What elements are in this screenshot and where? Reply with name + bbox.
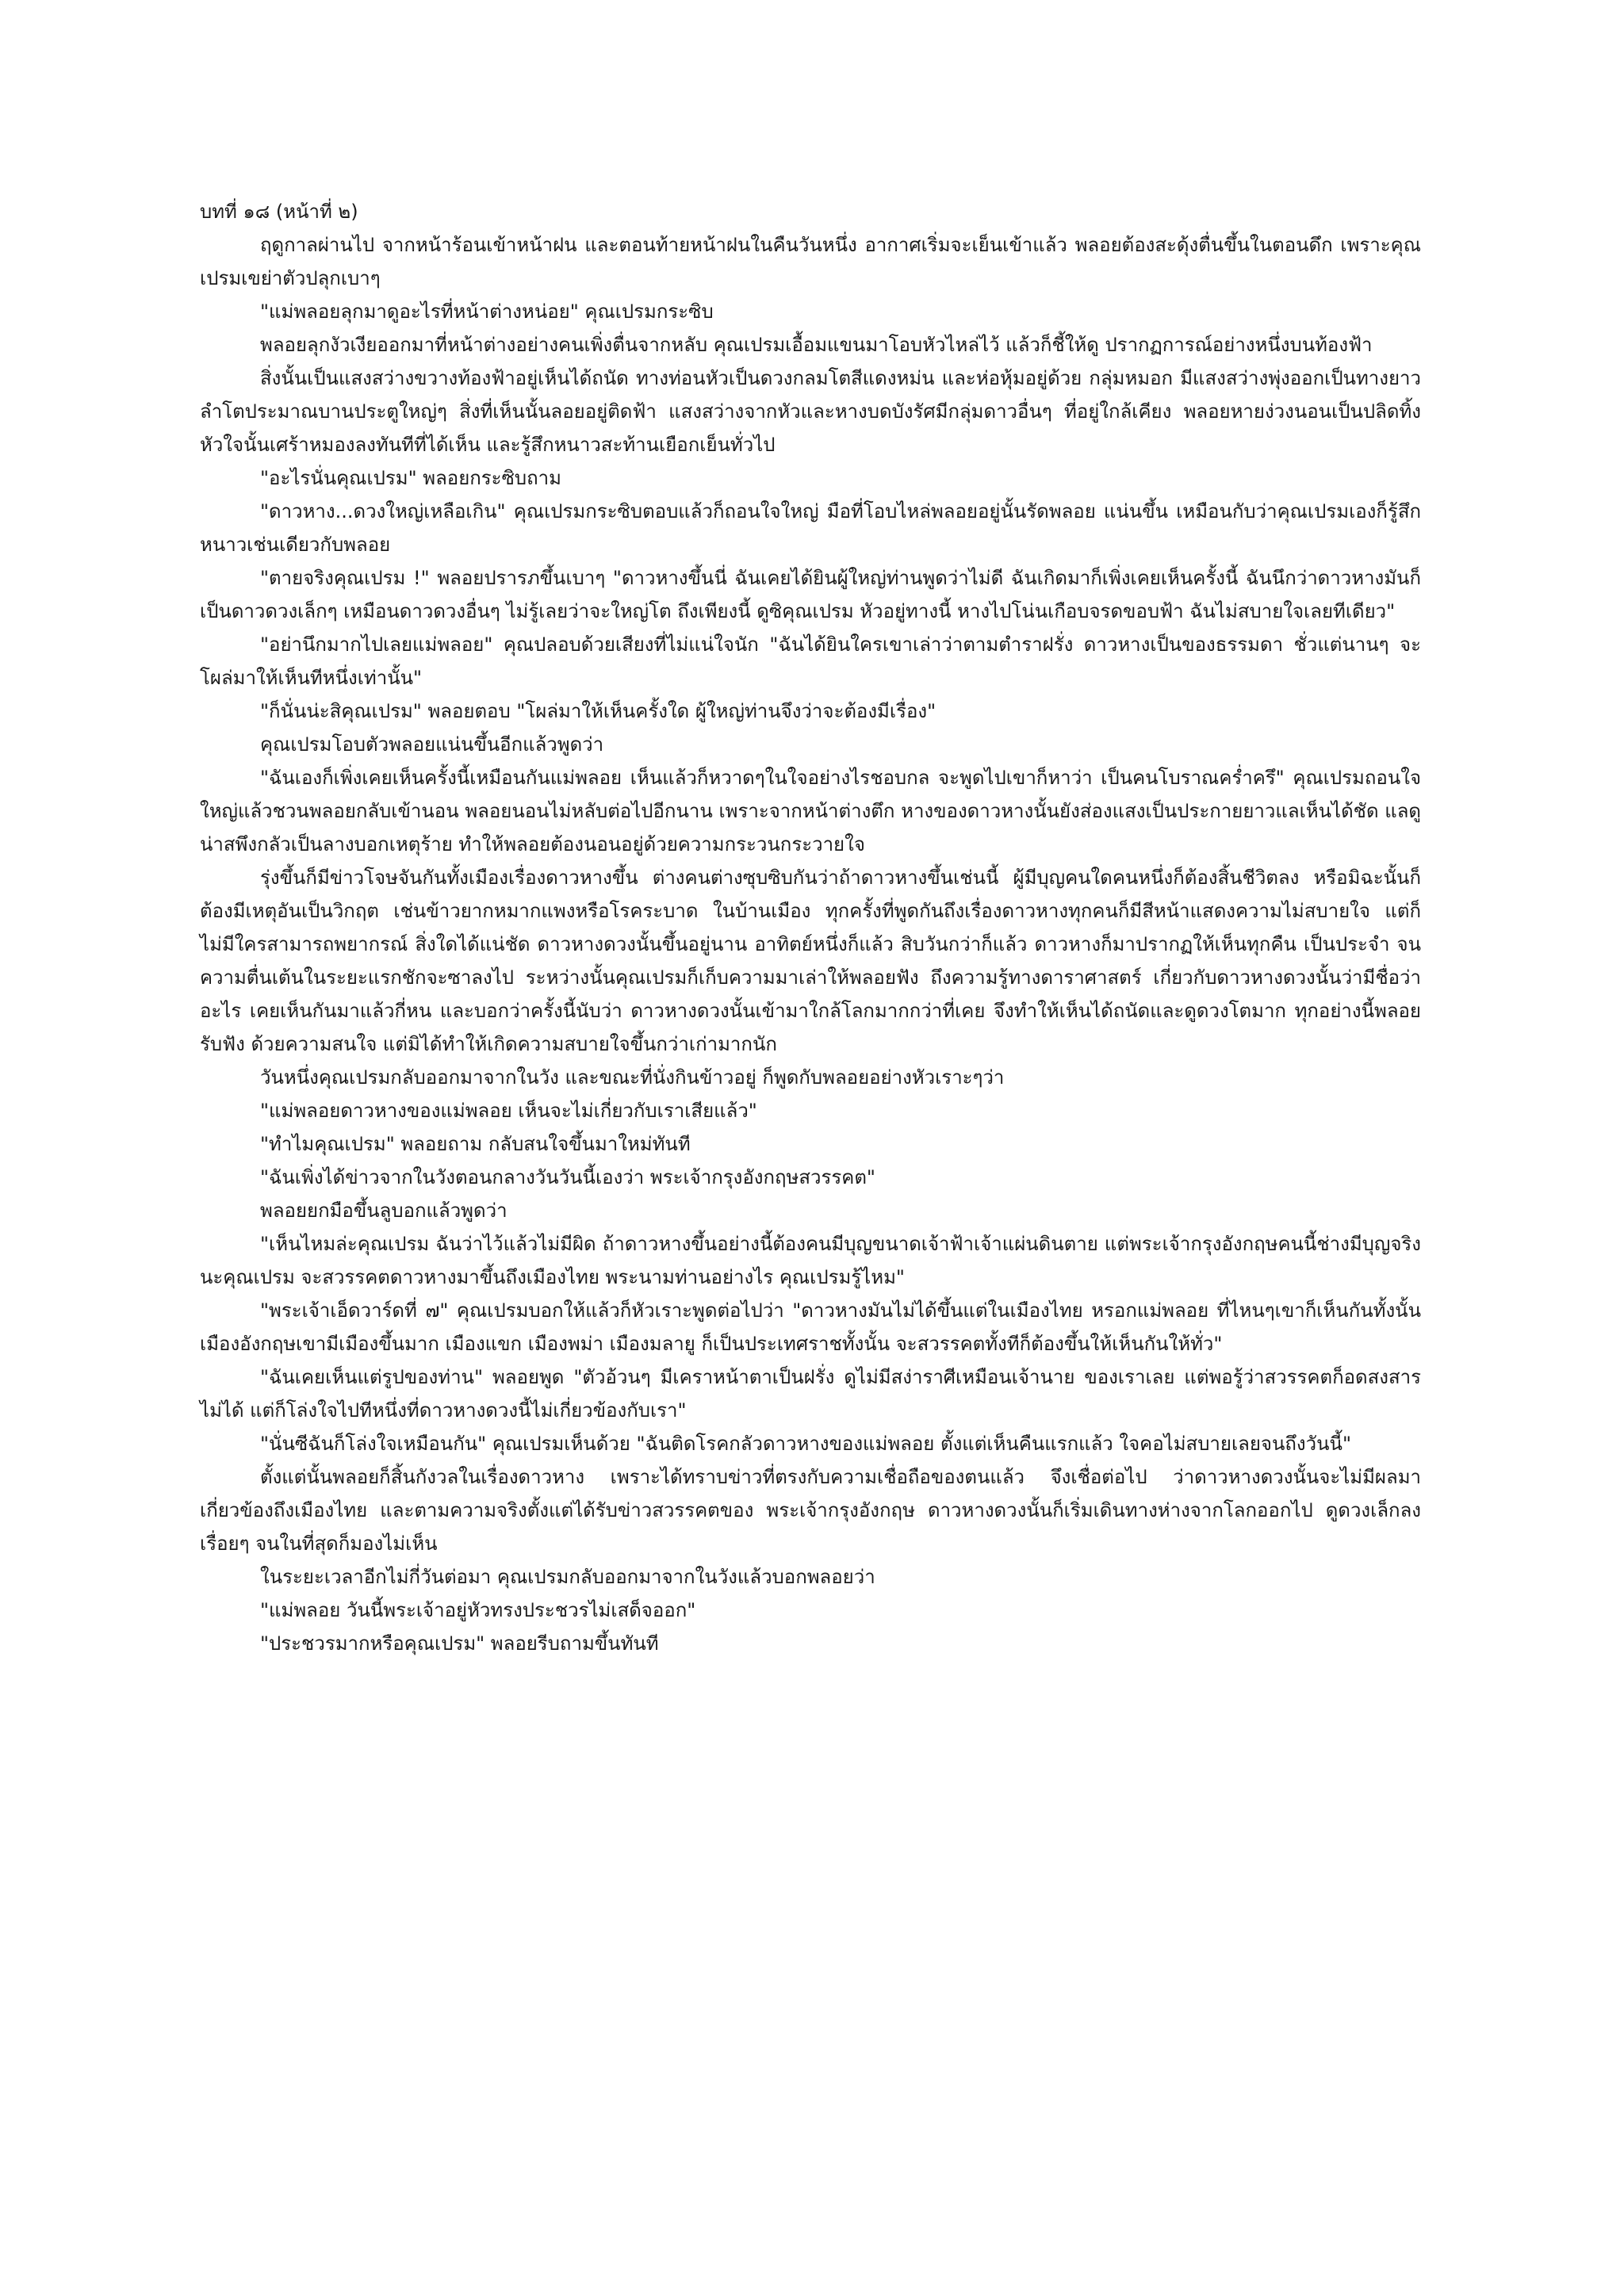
paragraph: พลอยยกมือขึ้นลูบอกแล้วพูดว่า [260, 1200, 508, 1222]
paragraph: "แม่พลอยลุกมาดูอะไรที่หน้าต่างหน่อย" คุณเปรมกระซิบ [260, 300, 714, 323]
paragraph: "ทำไมคุณเปรม" พลอยถาม กลับสนใจขึ้นมาใหม่ทันที [260, 1133, 691, 1155]
document-body [200, 195, 1421, 1660]
paragraph: "นั่นซีฉันก็โล่งใจเหมือนกัน" คุณเปรมเห็นด้วย "ฉันติดโรคกลัวดาวหางของแม่พลอย ตั้งแต่เห็นคืนแรกแล้ว ใจคอไม่สบายเลยจนถึงวันนี้" [260, 1433, 1351, 1455]
paragraph: "ตายจริงคุณเปรม !" พลอยปรารภขึ้นเบาๆ "ดาวหางขึ้นนี่ ฉันเคยได้ยินผู้ใหญ่ท่านพูดว่าไม่ดี ฉันเกิดมาก็เพิ่งเคยเห็นครั้งนี้ ฉันนึกว่าดาวหางมันก็เป็นดาวดวงเล็กๆ เหมือนดาวดวงอื่นๆ ไม่รู้เลยว่าจะใหญ่โต ถึงเพียงนี้ ดูซิคุณเปรม หัวอยู่ทางนี้ หางไปโน่นเกือบจรดขอบฟ้า ฉันไม่สบายใจเลยทีเดียว" [200, 567, 1421, 622]
paragraph: "อย่านึกมากไปเลยแม่พลอย" คุณปลอบด้วยเสียงที่ไม่แน่ใจนัก "ฉันได้ยินใครเขาเล่าว่าตามตำราฝรั่ง ดาวหางเป็นของธรรมดา ชั่วแต่นานๆ จะโผล่มาให้เห็นทีหนึ่งเท่านั้น" [200, 633, 1421, 689]
paragraph: "ฉันเคยเห็นแต่รูปของท่าน" พลอยพูด "ตัวอ้วนๆ มีเคราหน้าตาเป็นฝรั่ง ดูไม่มีสง่าราศีเหมือนเจ้านาย ของเราเลย แต่พอรู้ว่าสวรรคตก็อดสงสารไม่ได้ แต่ก็โล่งใจไปทีหนึ่งที่ดาวหางดวงนี้ไม่เกี่ยวข้องกับเรา" [200, 1366, 1421, 1422]
paragraph: "ประชวรมากหรือคุณเปรม" พลอยรีบถามขึ้นทันที [260, 1632, 659, 1655]
paragraph: "อะไรนั่นคุณเปรม" พลอยกระซิบถาม [260, 467, 561, 489]
paragraph: "แม่พลอย วันนี้พระเจ้าอยู่หัวทรงประชวรไม่เสด็จออก" [260, 1599, 696, 1621]
paragraph: "เห็นไหมล่ะคุณเปรม ฉันว่าไว้แล้วไม่มีผิด ถ้าดาวหางขึ้นอย่างนี้ต้องคนมีบุญขนาดเจ้าฟ้าเจ้าแผ่นดินตาย แต่พระเจ้ากรุงอังกฤษคนนี้ช่างมีบุญจริงนะคุณเปรม จะสวรรคตดาวหางมาขึ้นถึงเมืองไทย พระนามท่านอย่างไร คุณเปรมรู้ไหม" [200, 1233, 1421, 1288]
paragraph: "แม่พลอยดาวหางของแม่พลอย เห็นจะไม่เกี่ยวกับเราเสียแล้ว" [260, 1100, 757, 1122]
paragraph: "ฉันเพิ่งได้ข่าวจากในวังตอนกลางวันวันนี้เองว่า พระเจ้ากรุงอังกฤษสวรรคต" [260, 1166, 875, 1188]
paragraph: "ก็นั่นน่ะสิคุณเปรม" พลอยตอบ "โผล่มาให้เห็นครั้งใด ผู้ใหญ่ท่านจึงว่าจะต้องมีเรื่อง" [260, 700, 936, 722]
paragraph: ในระยะเวลาอีกไม่กี่วันต่อมา คุณเปรมกลับออกมาจากในวังแล้วบอกพลอยว่า [260, 1566, 875, 1588]
paragraph: วันหนึ่งคุณเปรมกลับออกมาจากในวัง และขณะที่นั่งกินข้าวอยู่ ก็พูดกับพลอยอย่างหัวเราะๆว่า [260, 1066, 1005, 1089]
paragraph: "พระเจ้าเอ็ดวาร์ดที่ ๗" คุณเปรมบอกให้แล้วก็หัวเราะพูดต่อไปว่า "ดาวหางมันไม่ได้ขึ้นแต่ในเมืองไทย หรอกแม่พลอย ที่ไหนๆเขาก็เห็นกันทั้งนั้น เมืองอังกฤษเขามีเมืองขึ้นมาก เมืองแขก เมืองพม่า เมืองมลายู ก็เป็นประเทศราชทั้งนั้น จะสวรรคตทั้งทีก็ต้องขึ้นให้เห็นกันให้ทั่ว" [200, 1299, 1421, 1355]
paragraph: สิ่งนั้นเป็นแสงสว่างขวางท้องฟ้าอยู่เห็นได้ถนัด ทางท่อนหัวเป็นดวงกลมโตสีแดงหม่น และห่อหุ้มอยู่ด้วย กลุ่มหมอก มีแสงสว่างพุ่งออกเป็นทางยาว ลำโตประมาณบานประตูใหญ่ๆ สิ่งที่เห็นนั้นลอยอยู่ติดฟ้า แสงสว่างจากหัวและหางบดบังรัศมีกลุ่มดาวอื่นๆ ที่อยู่ใกล้เคียง พลอยหายง่วงนอนเป็นปลิดทิ้ง หัวใจนั้นเศร้าหมองลงทันทีที่ได้เห็น และรู้สึกหนาวสะท้านเยือกเย็นทั่วไป [200, 367, 1421, 456]
paragraph: คุณเปรมโอบตัวพลอยแน่นขึ้นอีกแล้วพูดว่า [260, 733, 604, 756]
paragraph: "ฉันเองก็เพิ่งเคยเห็นครั้งนี้เหมือนกันแม่พลอย เห็นแล้วก็หวาดๆในใจอย่างไรชอบกล จะพูดไปเขาก็หาว่า เป็นคนโบราณคร่ำครึ" คุณเปรมถอนใจใหญ่แล้วชวนพลอยกลับเข้านอน พลอยนอนไม่หลับต่อไปอีกนาน เพราะจากหน้าต่างตึก หางของดาวหางนั้นยังส่องแสงเป็นประกายยาวแลเห็นได้ชัด แลดูน่าสพึงกลัวเป็นลางบอกเหตุร้าย ทำให้พลอยต้องนอนอยู่ด้วยความกระวนกระวายใจ [200, 767, 1421, 855]
chapter-heading: บทที่ ๑๘ (หน้าที่ ๒) [200, 201, 358, 223]
paragraph: ตั้งแต่นั้นพลอยก็สิ้นกังวลในเรื่องดาวหาง เพราะได้ทราบข่าวที่ตรงกับความเชื่อถือของตนแล้ว จึงเชื่อต่อไป ว่าดาวหางดวงนั้นจะไม่มีผลมาเกี่ยวข้องถึงเมืองไทย และตามความจริงตั้งแต่ได้รับข่าวสวรรคตของ พระเจ้ากรุงอังกฤษ ดาวหางดวงนั้นก็เริ่มเดินทางห่างจากโลกออกไป ดูดวงเล็กลงเรื่อยๆ จนในที่สุดก็มองไม่เห็น [200, 1466, 1421, 1555]
paragraph: "ดาวหาง...ดวงใหญ่เหลือเกิน" คุณเปรมกระซิบตอบแล้วก็ถอนใจใหญ่ มือที่โอบไหล่พลอยอยู่นั้นรัดพลอย แน่นขึ้น เหมือนกับว่าคุณเปรมเองก็รู้สึกหนาวเช่นเดียวกับพลอย [200, 500, 1421, 556]
paragraph: รุ่งขึ้นก็มีข่าวโจษจันกันทั้งเมืองเรื่องดาวหางขึ้น ต่างคนต่างซุบซิบกันว่าถ้าดาวหางขึ้นเช่นนี้ ผู้มีบุญคนใดคนหนึ่งก็ต้องสิ้นชีวิตลง หรือมิฉะนั้นก็ต้องมีเหตุอันเป็นวิกฤต เช่นข้าวยากหมากแพงหรือโรคระบาด ในบ้านเมือง ทุกครั้งที่พูดกันถึงเรื่องดาวหางทุกคนก็มีสีหน้าแสดงความไม่สบายใจ แต่ก็ไม่มีใครสามารถพยากรณ์ สิ่งใดได้แน่ชัด ดาวหางดวงนั้นขึ้นอยู่นาน อาทิตย์หนึ่งก็แล้ว สิบวันกว่าก็แล้ว ดาวหางก็มาปรากฏให้เห็นทุกคืน เป็นประจำ จนความตื่นเต้นในระยะแรกชักจะซาลงไป ระหว่างนั้นคุณเปรมก็เก็บความมาเล่าให้พลอยฟัง ถึงความรู้ทางดาราศาสตร์ เกี่ยวกับดาวหางดวงนั้นว่ามีชื่อว่าอะไร เคยเห็นกันมาแล้วกี่หน และบอกว่าครั้งนี้นับว่า ดาวหางดวงนั้นเข้ามาใกล้โลกมากกว่าที่เคย จึงทำให้เห็นได้ถนัดและดูดวงโตมาก ทุกอย่างนี้พลอยรับฟัง ด้วยความสนใจ แต่มิได้ทำให้เกิดความสบายใจขึ้นกว่าเก่ามากนัก [200, 867, 1421, 1055]
paragraph: ฤดูกาลผ่านไป จากหน้าร้อนเข้าหน้าฝน และตอนท้ายหน้าฝนในคืนวันหนึ่ง อากาศเริ่มจะเย็นเข้าแล้ว พลอยต้องสะดุ้งตื่นขึ้นในตอนดึก เพราะคุณเปรมเขย่าตัวปลุกเบาๆ [200, 234, 1421, 289]
paragraph: พลอยลุกงัวเงียออกมาที่หน้าต่างอย่างคนเพิ่งตื่นจากหลับ คุณเปรมเอื้อมแขนมาโอบหัวไหล่ไว้ แล้วก็ชี้ให้ดู ปรากฏการณ์อย่างหนึ่งบนท้องฟ้า [260, 334, 1373, 356]
